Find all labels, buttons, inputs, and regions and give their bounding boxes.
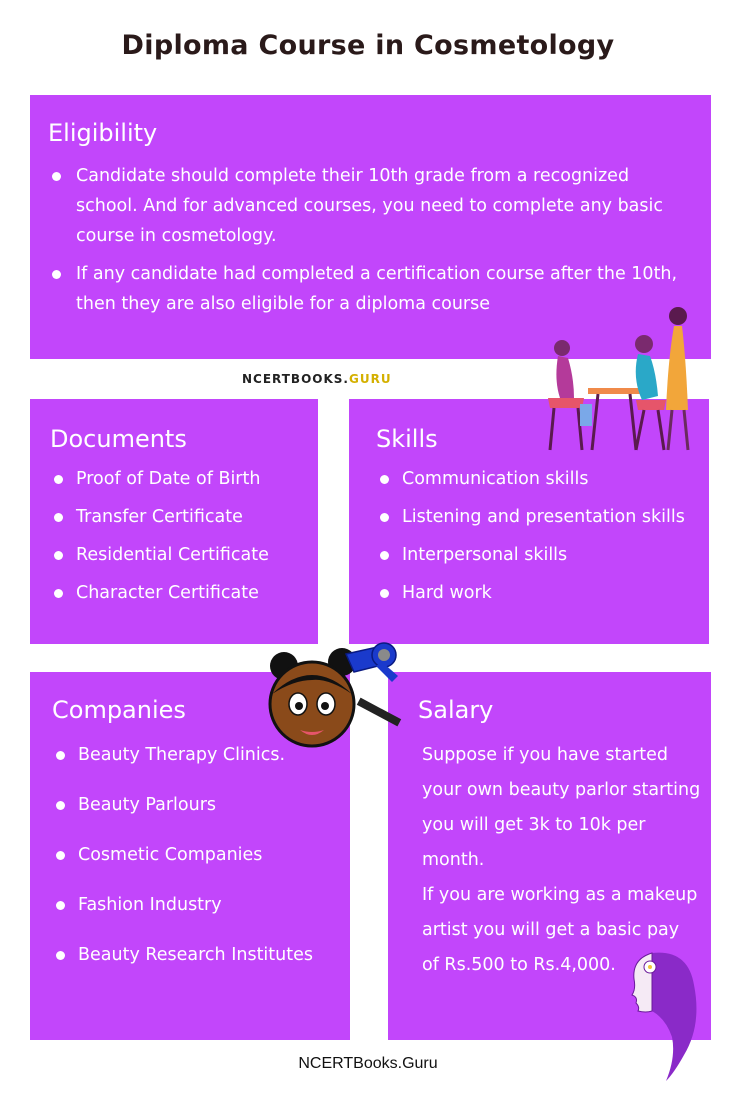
list-item: Residential Certificate bbox=[50, 543, 308, 567]
watermark-brand: NCERTBOOKS. bbox=[242, 372, 349, 386]
watermark-suffix: GURU bbox=[348, 372, 392, 386]
list-item: Beauty Research Institutes bbox=[52, 942, 340, 968]
salary-line: Suppose if you have started bbox=[422, 745, 669, 765]
companies-list bbox=[52, 742, 340, 968]
salon-scene-illustration bbox=[540, 300, 700, 455]
salary-line: your own beauty parlor starting bbox=[422, 780, 701, 800]
footer-brand: NCERTBooks.Guru bbox=[298, 1055, 438, 1072]
companies-heading: Companies bbox=[52, 696, 186, 724]
girl-hairdryer-illustration bbox=[258, 638, 408, 763]
skills-heading: Skills bbox=[376, 425, 438, 453]
documents-list bbox=[50, 467, 308, 605]
list-item: Fashion Industry bbox=[52, 892, 340, 918]
page-title: Diploma Course in Cosmetology bbox=[121, 30, 615, 61]
documents-panel bbox=[30, 399, 318, 644]
list-item: Character Certificate bbox=[50, 581, 308, 605]
list-item: Cosmetic Companies bbox=[52, 842, 340, 868]
salary-line: of Rs.500 to Rs.4,000. bbox=[422, 955, 616, 975]
list-item: If any candidate had completed a certification course after the 10th, then they are also eligible for a diploma course bbox=[48, 259, 681, 319]
list-item: Interpersonal skills bbox=[376, 543, 699, 567]
list-item: Communication skills bbox=[376, 467, 699, 491]
salary-heading: Salary bbox=[418, 696, 494, 724]
salary-line: If you are working as a makeup bbox=[422, 885, 698, 905]
documents-heading: Documents bbox=[50, 425, 187, 453]
skills-list bbox=[376, 467, 699, 605]
salary-line: artist you will get a basic pay bbox=[422, 920, 680, 940]
list-item: Transfer Certificate bbox=[50, 505, 308, 529]
eligibility-heading: Eligibility bbox=[48, 119, 158, 147]
list-item: Hard work bbox=[376, 581, 699, 605]
list-item: Listening and presentation skills bbox=[376, 505, 699, 529]
list-item: Candidate should complete their 10th grade from a recognized school. And for advanced courses, you need to complete any basic course in cosmetology. bbox=[48, 161, 681, 251]
list-item: Beauty Therapy Clinics. bbox=[52, 742, 340, 768]
watermark bbox=[242, 372, 392, 386]
salary-line: you will get 3k to 10k per month. bbox=[422, 815, 646, 870]
list-item: Proof of Date of Birth bbox=[50, 467, 308, 491]
list-item: Beauty Parlours bbox=[52, 792, 340, 818]
eligibility-list bbox=[48, 161, 681, 319]
